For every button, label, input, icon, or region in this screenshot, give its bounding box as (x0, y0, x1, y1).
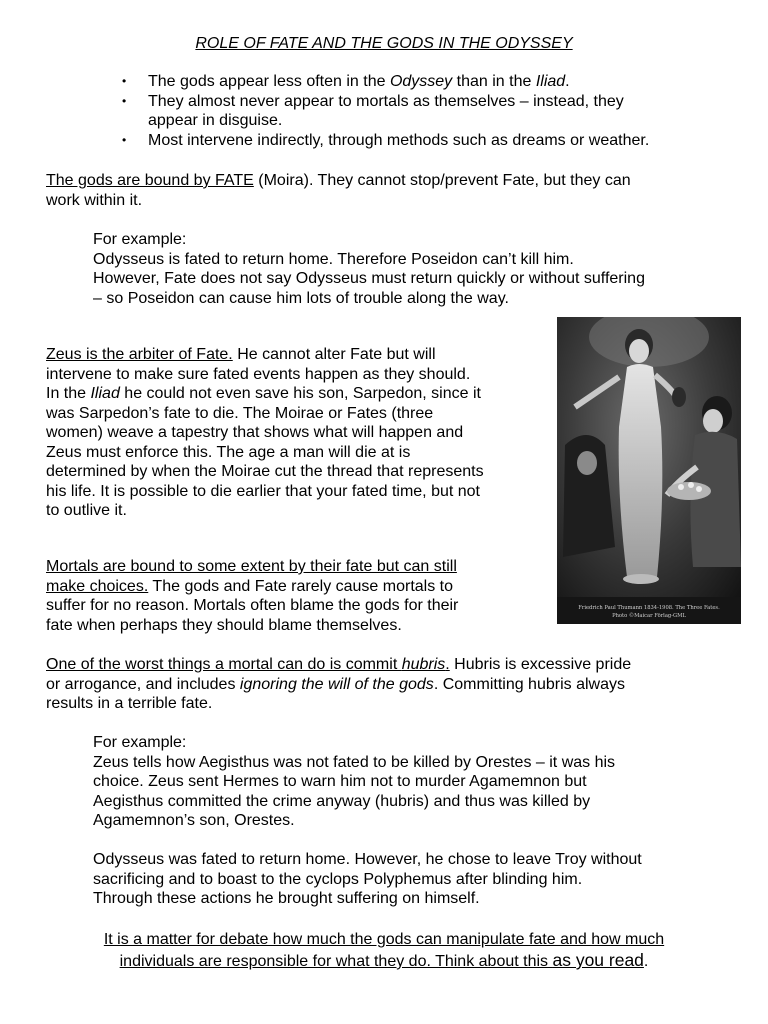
example-line: Odysseus was fated to return home. However, he chose to leave Troy without (93, 851, 642, 868)
painting-image (557, 317, 741, 624)
painting-caption-line: Friedrich Paul Thumann 1834-1908. The Three Fates. (578, 605, 720, 611)
paragraph-text: to outlive it. (46, 502, 127, 519)
bullet-item (122, 92, 722, 131)
example-line: Odysseus is fated to return home. Therefore Poseidon can’t kill him. (93, 250, 574, 268)
hubris-heading: . (445, 656, 450, 673)
example-block-1 (93, 230, 733, 308)
example-line: Agamemnon’s son, Orestes. (93, 812, 295, 829)
example-block-3 (93, 850, 733, 909)
bullet-text: appear in disguise. (148, 112, 283, 129)
bullet-item (122, 72, 722, 92)
paragraph-text: The gods and Fate rarely cause mortals to (148, 577, 454, 595)
paragraph-text: In the (46, 385, 91, 402)
paragraph-text: Zeus must enforce this. The age a man will die at is (46, 443, 411, 461)
paragraph-text-italic: ignoring the will of the gods (239, 675, 434, 693)
zeus-paragraph (46, 345, 551, 521)
example-line: choice. Zeus sent Hermes to warn him not to murder Agamemnon but (93, 773, 587, 790)
paragraph-text: he could not even save his son, Sarpedon, since it (119, 385, 481, 402)
mortals-heading: Mortals are bound to some extent by their fate but can still (46, 558, 457, 575)
paragraph-text: fate when perhaps they should blame themselves. (46, 616, 402, 634)
bullet-text: The gods appear less often in the (148, 73, 390, 90)
paragraph-text: or arrogance, and includes (46, 675, 240, 693)
mortals-heading: make choices. (46, 577, 149, 595)
bullet-text: They almost never appear to mortals as themselves – instead, they (148, 92, 624, 110)
example-line: sacrificing and to boast to the cyclops Polyphemus after blinding him. (93, 870, 583, 888)
bullet-icon: • (122, 132, 127, 147)
example-label: For example: (93, 231, 187, 248)
paragraph-text-italic: Iliad (90, 385, 120, 402)
paragraph-text: his life. It is possible to die earlier that your fated time, but not (46, 482, 480, 500)
hubris-paragraph (46, 655, 736, 714)
bullet-text: . (565, 73, 570, 90)
paragraph-text: determined by when the Moirae cut the thread that represents (46, 463, 484, 480)
bullet-text-italic: Odyssey (389, 73, 453, 90)
paragraph-text: was Sarpedon’s fate to die. The Moirae or Fates (three (46, 404, 434, 422)
closing-line: . (643, 953, 649, 970)
mortals-paragraph (46, 557, 551, 635)
hubris-heading-italic: hubris (401, 656, 446, 673)
three-fates-painting (557, 317, 741, 624)
fate-paragraph (46, 171, 736, 210)
paragraph-text: Hubris is excessive pride (449, 656, 632, 673)
bullet-icon: • (122, 93, 127, 108)
bullet-item (122, 131, 722, 151)
paragraph-text: He cannot alter Fate but will (232, 346, 436, 363)
closing-line: It is a matter for debate how much the gods can manipulate fate and how much (103, 931, 665, 948)
paragraph-text: results in a terrible fate. (46, 695, 213, 712)
paragraph-text: (Moira). They cannot stop/prevent Fate, but they can (253, 172, 631, 189)
zeus-heading: Zeus is the arbiter of Fate. (46, 346, 233, 363)
fate-heading: The gods are bound by FATE (46, 172, 254, 189)
example-line: However, Fate does not say Odysseus must return quickly or without suffering (93, 270, 645, 287)
example-line: Through these actions he brought suffering on himself. (93, 890, 480, 907)
hubris-heading: One of the worst things a mortal can do is commit (46, 656, 402, 673)
example-line: Zeus tells how Aegisthus was not fated to be killed by Orestes – it was his (93, 753, 616, 771)
closing-line: individuals are responsible for what they do. Think about this (119, 953, 553, 970)
bullet-text-italic: Iliad (535, 73, 566, 90)
bullet-text: than in the (452, 73, 536, 90)
intro-bullet-list (122, 72, 722, 150)
paragraph-text: women) weave a tapestry that shows what will happen and (46, 424, 464, 441)
example-block-2 (93, 733, 733, 831)
bullet-icon: • (122, 74, 127, 88)
paragraph-text: . Committing hubris always (433, 675, 625, 693)
example-line: – so Poseidon can cause him lots of trouble along the way. (93, 289, 509, 307)
paragraph-text: work within it. (46, 191, 143, 209)
example-line: Aegisthus committed the crime anyway (hubris) and thus was killed by (93, 792, 591, 810)
closing-emphasis: as you read (552, 950, 644, 970)
page-title: ROLE OF FATE AND THE GODS IN THE ODYSSEY (195, 35, 573, 52)
closing-statement (0, 929, 768, 972)
paragraph-text: intervene to make sure fated events happen as they should. (46, 365, 471, 383)
paragraph-text: suffer for no reason. Mortals often blame the gods for their (46, 597, 459, 614)
bullet-text: Most intervene indirectly, through methods such as dreams or weather. (148, 131, 650, 149)
painting-caption-line: Photo ©Maicar Förlag-GML (612, 613, 686, 619)
example-label: For example: (93, 734, 187, 751)
